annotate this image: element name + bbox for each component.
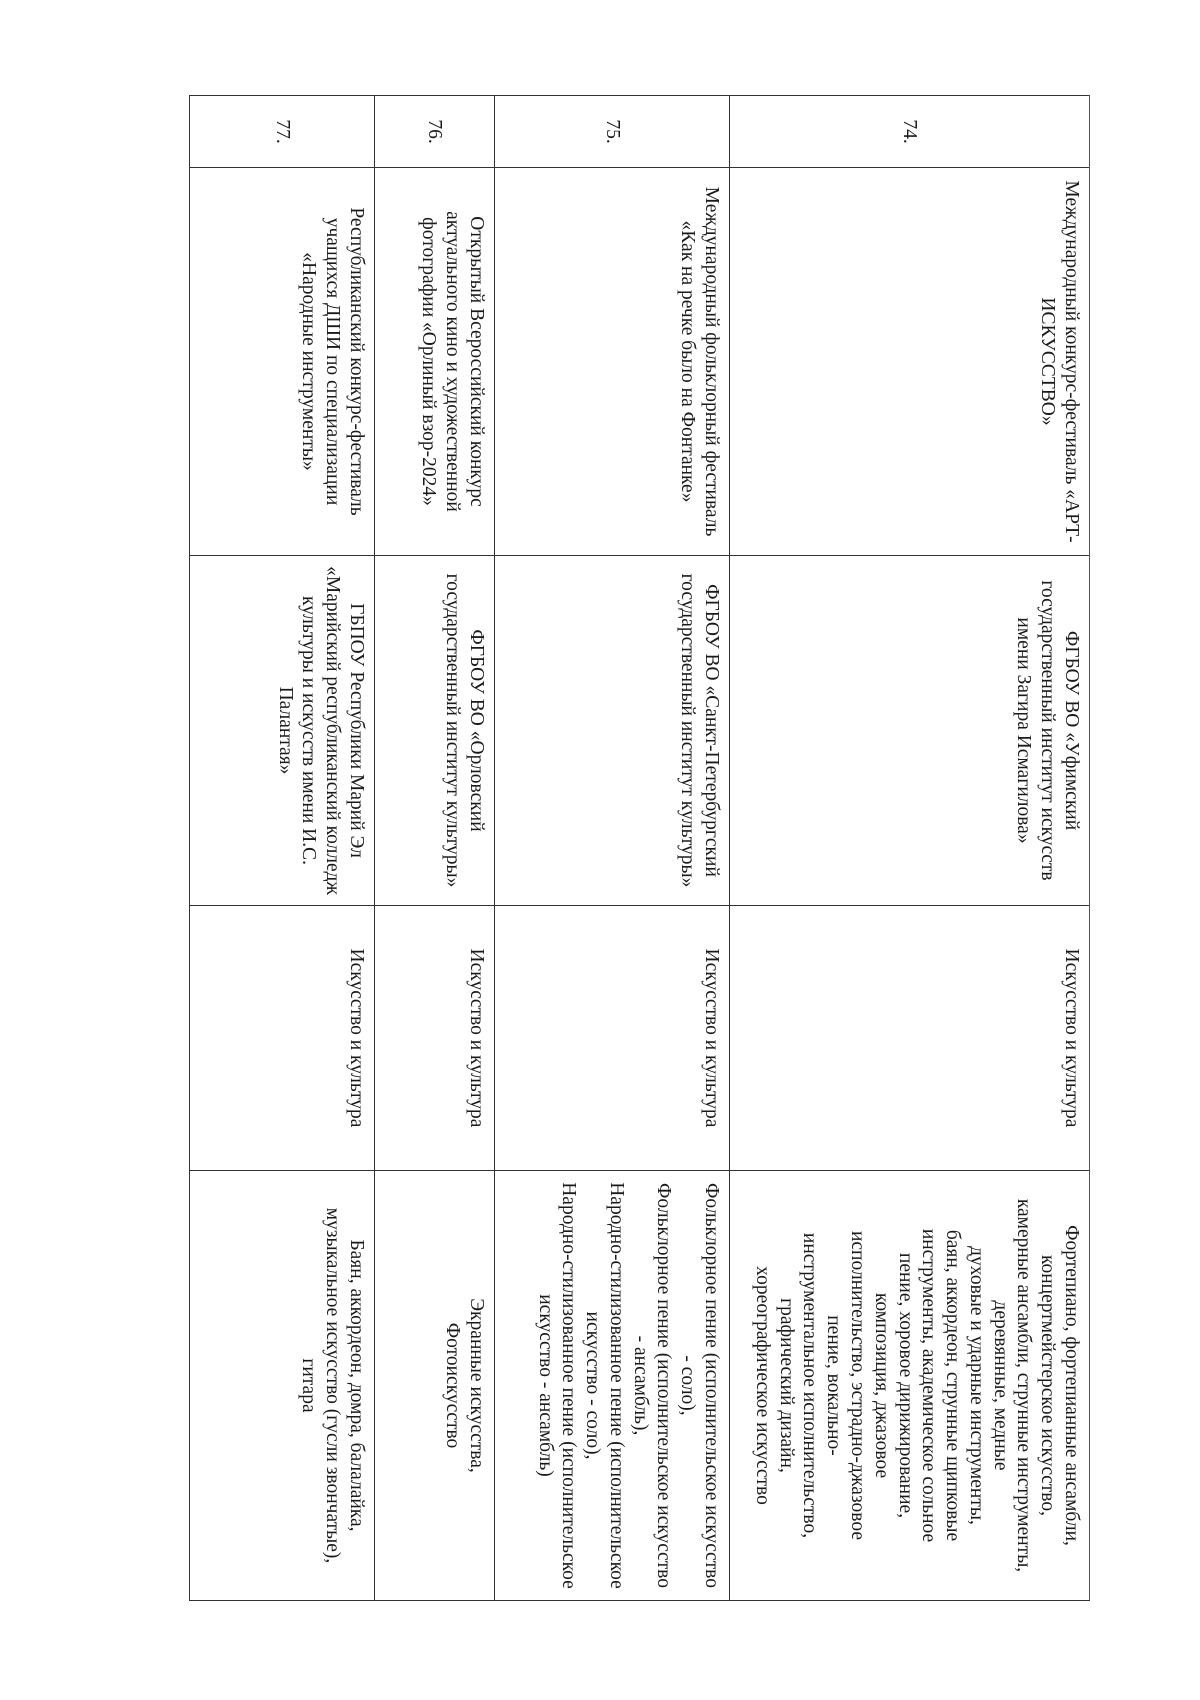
- specialization-line: Баян, аккордеон, домра, балалайка,: [346, 1239, 367, 1532]
- row-number: 74.: [730, 96, 1090, 168]
- specialization-line: духовые и ударные инструменты,: [965, 1246, 987, 1525]
- table-row: [730, 96, 1090, 1601]
- specialization-line: Фортепиано, фортепианные ансамбли, концертмейстерское искусство,: [1037, 1225, 1082, 1546]
- organizer: ФГБОУ ВО «Уфимский государственный институт искусств имени Загира Исмагилова»: [730, 556, 1090, 906]
- specialization-line: баян, аккордеон, струнные щипковые: [942, 1229, 964, 1542]
- specialization-line: инструментальное исполнительство,: [799, 1232, 821, 1539]
- event-name: Открытый Всероссийский конкурс актуального кино и художественной фотографии «Орлиный взор-2024»: [375, 168, 495, 556]
- specialization-line: хореографическое искусство: [751, 1266, 773, 1505]
- specializations: [375, 1171, 495, 1601]
- specialization-line: Фольклорное пение (исполнительское искусство - ансамбль),: [629, 1183, 675, 1588]
- specialization-line: Народно-стилизованное пение (исполнительское искусство - соло),: [582, 1182, 627, 1589]
- specialization-line: Народно-стилизованное пение (исполнительское искусство - ансамбль): [534, 1182, 580, 1589]
- table-row: [495, 96, 730, 1601]
- organizer: ФГБОУ ВО «Санкт-Петербургский государственный институт культуры»: [495, 556, 730, 906]
- row-number: 76.: [375, 96, 495, 168]
- event-name: Международный конкурс-фестиваль «АРТ-ИСКУССТВО»: [730, 168, 1090, 556]
- specialization-line: камерные ансамбли, струнные инструменты, деревянные, медные: [989, 1198, 1035, 1573]
- organizer: ГБПОУ Республики Марий Эл «Марийский республиканский колледж культуры и искусств имени И.С. Палантая»: [190, 556, 375, 906]
- event-name: Международный фольклорный фестиваль «Как на речке было на Фонтанке»: [495, 168, 730, 556]
- specialization-line: графический дизайн,: [775, 1298, 797, 1473]
- specialization-line: Фотоискусство: [442, 1322, 464, 1449]
- events-table: [189, 95, 1090, 1601]
- field-of-study: Искусство и культура: [190, 906, 375, 1171]
- event-name: Республиканский конкурс-фестиваль учащихся ДШИ по специализации «Народные инструменты»: [190, 168, 375, 556]
- specialization-line: музыкальное искусство (гусли звончатые), гитара: [298, 1207, 344, 1564]
- field-of-study: Искусство и культура: [495, 906, 730, 1171]
- scan-edge: [1088, 95, 1098, 1600]
- table-row: [375, 96, 495, 1601]
- organizer: ФГБОУ ВО «Орловский государственный институт культуры»: [375, 556, 495, 906]
- field-of-study: Искусство и культура: [730, 906, 1090, 1171]
- specialization-line: Экранные искусства,: [466, 1298, 487, 1473]
- specialization-line: пение, хоровое дирижирование,: [894, 1252, 916, 1519]
- specialization-line: пение, вокально-: [823, 1315, 845, 1456]
- table-row: [190, 96, 375, 1601]
- row-number: 75.: [495, 96, 730, 168]
- specialization-line: инструменты, академическое сольное: [918, 1228, 940, 1543]
- specialization-line: Фольклорное пение (исполнительское искусство - соло),: [677, 1183, 722, 1588]
- specializations: [730, 1171, 1090, 1601]
- specialization-line: композиция, джазовое: [870, 1292, 892, 1479]
- specialization-line: исполнительство, эстрадно-джазовое: [846, 1230, 868, 1541]
- specializations: [190, 1171, 375, 1601]
- specializations: [495, 1171, 730, 1601]
- field-of-study: Искусство и культура: [375, 906, 495, 1171]
- row-number: 77.: [190, 96, 375, 168]
